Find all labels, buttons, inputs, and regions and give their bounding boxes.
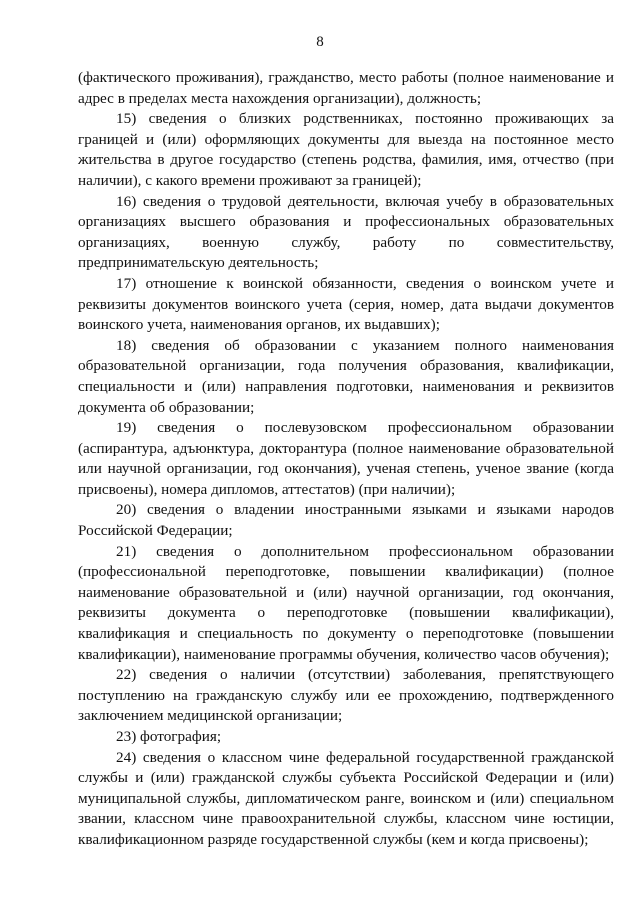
document-body	[78, 68, 614, 851]
paragraph-item-22: 22) сведения о наличии (отсутствии) заболевания, препятствующего поступлению на гражданскую службу или ее прохождению, подтвержденного заключением медицинской организации;	[78, 666, 614, 725]
paragraph-item-15: 15) сведения о близких родственниках, постоянно проживающих за границей и (или) оформляющих документы для выезда на постоянное место жительства в другое государство (степень родства, фамилия, имя, отчество (при наличии), с какого времени проживают за границей);	[78, 110, 614, 189]
paragraph-item-23: 23) фотография;	[116, 728, 222, 745]
page-number: 8	[316, 34, 324, 50]
paragraph-item-21: 21) сведения о дополнительном профессиональном образовании (профессиональной переподготовке, повышении квалификации) (полное наименование образовательной и (или) научной организации, год окончания, реквизиты документа о переподготовке (повышении квалификации), квалификация и специальность по документу о переподготовке (повышении квалификации), наименование программы обучения, количество часов обучения);	[78, 542, 614, 663]
paragraph-item-24: 24) сведения о классном чине федеральной государственной гражданской службы и (или) гражданской службы субъекта Российской Федерации и (или) муниципальной службы, дипломатическом ранге, воинском и (или) специальном звании, классном чине правоохранительной службы, классном чине юстиции, квалификационном разряде государственной службы (кем и когда присвоены);	[78, 748, 614, 848]
paragraph-item-16: 16) сведения о трудовой деятельности, включая учебу в образовательных организациях высшего образования и профессиональных образовательных организациях, военную службу, работу по совместительству, предпринимательскую деятельность;	[78, 192, 614, 272]
paragraph-continuation: (фактического проживания), гражданство, место работы (полное наименование и адрес в пределах места нахождения организации), должность;	[78, 69, 614, 107]
paragraph-item-19: 19) сведения о послевузовском профессиональном образовании (аспирантура, адъюнктура, докторантура (полное наименование образовательной или научной организации, год окончания), ученая степень, ученое звание (когда присвоены), номера дипломов, аттестатов) (при наличии);	[78, 419, 614, 498]
paragraph-item-20: 20) сведения о владении иностранными языками и языками народов Российской Федерации;	[78, 501, 614, 540]
paragraph-item-18: 18) сведения об образовании с указанием полного наименования образовательной организации, года получения образования, квалификации, специальности и (или) направления подготовки, наименования и реквизитов документа об образовании;	[78, 336, 614, 416]
paragraph-item-17: 17) отношение к воинской обязанности, сведения о воинском учете и реквизиты документов воинского учета (серия, номер, дата выдачи документов воинского учета, наименования органов, их выдавших);	[78, 274, 614, 334]
